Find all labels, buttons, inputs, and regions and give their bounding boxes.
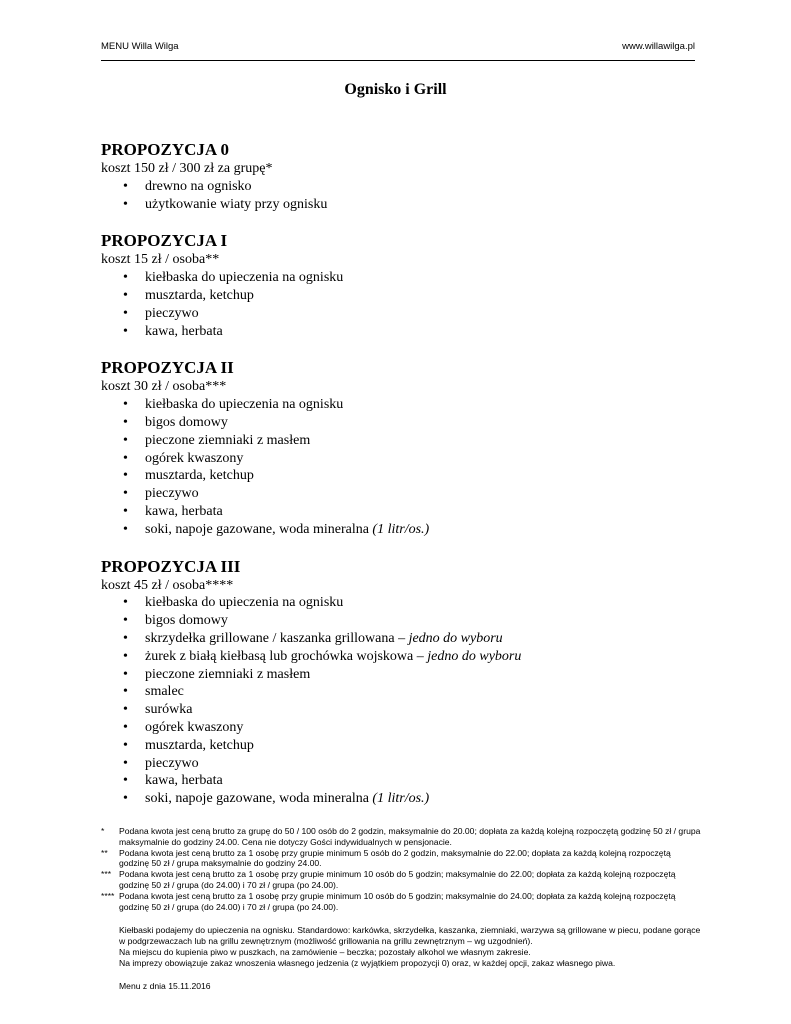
item-text: żurek z białą kiełbasą lub grochówka wojskowa – bbox=[145, 648, 428, 664]
section-title: PROPOZYCJA I bbox=[101, 231, 228, 251]
item-text: soki, napoje gazowane, woda mineralna bbox=[145, 791, 369, 807]
item-text: pieczywo bbox=[145, 486, 199, 502]
footnote-text: Podana kwota jest ceną brutto za 1 osobę przy grupie minimum 5 osób do 2 godzin, maksymalnie do 22.00; dopłata za każdą kolejną rozpoczętą godzinę 50 zł / grupa maksymalnie do godziny 24.00. bbox=[119, 847, 671, 869]
extra-note: Na imprezy obowiązuje zakaz wnoszenia własnego jedzenia (z wyjątkiem propozycji 0) oraz, w każdej opcji, zakaz własnego piwa. bbox=[119, 957, 616, 968]
item-text: skrzydełka grillowane / kaszanka grillowana – bbox=[145, 630, 409, 646]
item-note: jedno do wyboru bbox=[427, 648, 522, 664]
extra-note: Na miejscu do kupienia piwo w puszkach, na zamówienie – beczka; pozostały alkohol we własnym zakresie. bbox=[119, 946, 531, 957]
footnote-text: Podana kwota jest ceną brutto za 1 osobę przy grupie minimum 10 osób do 5 godzin; maksymalnie do 24.00; dopłata za każdą kolejną rozpoczętą godzinę 50 zł / grupa (do 24.00) i 70 zł / grupa (po 24.00). bbox=[119, 890, 676, 912]
list-item bbox=[145, 269, 701, 287]
footnote bbox=[101, 848, 701, 870]
list-item bbox=[145, 666, 701, 684]
item-text: kawa, herbata bbox=[145, 323, 223, 339]
list-item bbox=[145, 450, 701, 468]
item-list bbox=[101, 594, 701, 808]
item-list bbox=[101, 178, 701, 214]
list-item bbox=[145, 648, 701, 666]
list-item bbox=[145, 414, 701, 432]
list-item bbox=[145, 178, 701, 196]
header-website: www.willawilga.pl bbox=[622, 41, 695, 52]
list-item bbox=[145, 772, 701, 790]
list-item bbox=[145, 467, 701, 485]
item-text: kiełbaska do upieczenia na ognisku bbox=[145, 595, 344, 611]
item-text: musztarda, ketchup bbox=[145, 468, 254, 484]
list-item bbox=[145, 612, 701, 630]
offer-sections bbox=[101, 140, 701, 826]
footnote-text: Podana kwota jest ceną brutto za grupę do 50 / 100 osób do 2 godzin, maksymalnie do 20.00; dopłata za każdą kolejną rozpoczętą godzinę 50 zł / grupa maksymalnie do godziny 24.00. Cena nie dotyczy Gości indywidualnych w pensjonacie. bbox=[119, 826, 701, 847]
list-item bbox=[145, 790, 701, 808]
footnote bbox=[101, 826, 701, 848]
offer-section bbox=[101, 140, 701, 213]
item-text: kiełbaska do upieczenia na ognisku bbox=[145, 397, 344, 413]
offer-section bbox=[101, 231, 701, 340]
footnote-mark: * bbox=[101, 826, 105, 836]
item-text: kawa, herbata bbox=[145, 773, 223, 789]
section-title: PROPOZYCJA II bbox=[101, 358, 234, 378]
section-cost: koszt 30 zł / osoba*** bbox=[101, 379, 227, 395]
list-item bbox=[145, 719, 701, 737]
list-item bbox=[145, 521, 701, 539]
footnote-mark: ** bbox=[101, 847, 108, 858]
section-cost: koszt 150 zł / 300 zł za grupę* bbox=[101, 161, 273, 176]
list-item bbox=[145, 305, 701, 323]
footnote bbox=[101, 869, 701, 891]
offer-section bbox=[101, 358, 701, 538]
extra-notes bbox=[101, 925, 701, 968]
item-text: pieczone ziemniaki z masłem bbox=[145, 666, 311, 682]
list-item bbox=[145, 755, 701, 773]
footnote-text: Podana kwota jest ceną brutto za 1 osobę przy grupie minimum 10 osób do 5 godzin; maksymalnie do 22.00; dopłata za każdą kolejną rozpoczętą godzinę 50 zł / grupa (do 24.00) i 70 zł / grupa (po 24.00). bbox=[119, 869, 676, 890]
list-item bbox=[145, 683, 701, 701]
section-cost: koszt 45 zł / osoba**** bbox=[101, 577, 234, 593]
section-title: PROPOZYCJA 0 bbox=[101, 140, 229, 159]
footnote bbox=[101, 891, 701, 913]
header-menu-name: MENU Willa Wilga bbox=[101, 41, 179, 52]
item-text: bigos domowy bbox=[145, 414, 228, 430]
item-text: ogórek kwaszony bbox=[145, 719, 244, 735]
page-header bbox=[101, 41, 695, 61]
list-item bbox=[145, 737, 701, 755]
list-item bbox=[145, 396, 701, 414]
list-item bbox=[145, 485, 701, 503]
list-item bbox=[145, 196, 701, 214]
list-item bbox=[145, 323, 701, 341]
footnote-mark: **** bbox=[101, 890, 115, 901]
item-note: jedno do wyboru bbox=[408, 630, 503, 646]
item-text: pieczone ziemniaki z masłem bbox=[145, 432, 311, 448]
list-item bbox=[145, 503, 701, 521]
item-note: (1 litr/os.) bbox=[372, 791, 430, 807]
item-note: (1 litr/os.) bbox=[372, 521, 430, 537]
section-cost: koszt 15 zł / osoba** bbox=[101, 252, 220, 268]
item-text: kawa, herbata bbox=[145, 503, 223, 519]
item-text: drewno na ognisko bbox=[145, 178, 252, 194]
item-text: ogórek kwaszony bbox=[145, 450, 244, 466]
page-title: Ognisko i Grill bbox=[344, 81, 447, 98]
menu-date: Menu z dnia 15.11.2016 bbox=[119, 980, 211, 991]
list-item bbox=[145, 630, 701, 648]
list-item bbox=[145, 432, 701, 450]
list-item bbox=[145, 594, 701, 612]
item-text: bigos domowy bbox=[145, 613, 228, 629]
item-text: pieczywo bbox=[145, 755, 199, 771]
item-list bbox=[101, 396, 701, 538]
item-list bbox=[101, 269, 701, 340]
offer-section bbox=[101, 557, 701, 808]
item-text: smalec bbox=[145, 684, 184, 700]
footnotes bbox=[101, 826, 701, 991]
extra-note: Kiełbaski podajemy do upieczenia na ognisku. Standardowo: karkówka, skrzydełka, kaszanka, ziemniaki, warzywa są grillowane w piecu, podane gorące w podgrzewaczach lub na grillu zewnętrznym (możliwość grillowania na grillu zewnętrznym – wg uzgodnień). bbox=[119, 925, 701, 947]
footnote-mark: *** bbox=[101, 869, 112, 880]
item-text: musztarda, ketchup bbox=[145, 287, 254, 303]
item-text: surówka bbox=[145, 702, 193, 718]
section-title: PROPOZYCJA III bbox=[101, 556, 241, 576]
list-item bbox=[145, 287, 701, 305]
item-text: pieczywo bbox=[145, 305, 199, 321]
item-text: kiełbaska do upieczenia na ognisku bbox=[145, 270, 344, 286]
item-text: użytkowanie wiaty przy ognisku bbox=[145, 196, 328, 212]
item-text: soki, napoje gazowane, woda mineralna bbox=[145, 521, 369, 537]
list-item bbox=[145, 701, 701, 719]
item-text: musztarda, ketchup bbox=[145, 737, 254, 753]
